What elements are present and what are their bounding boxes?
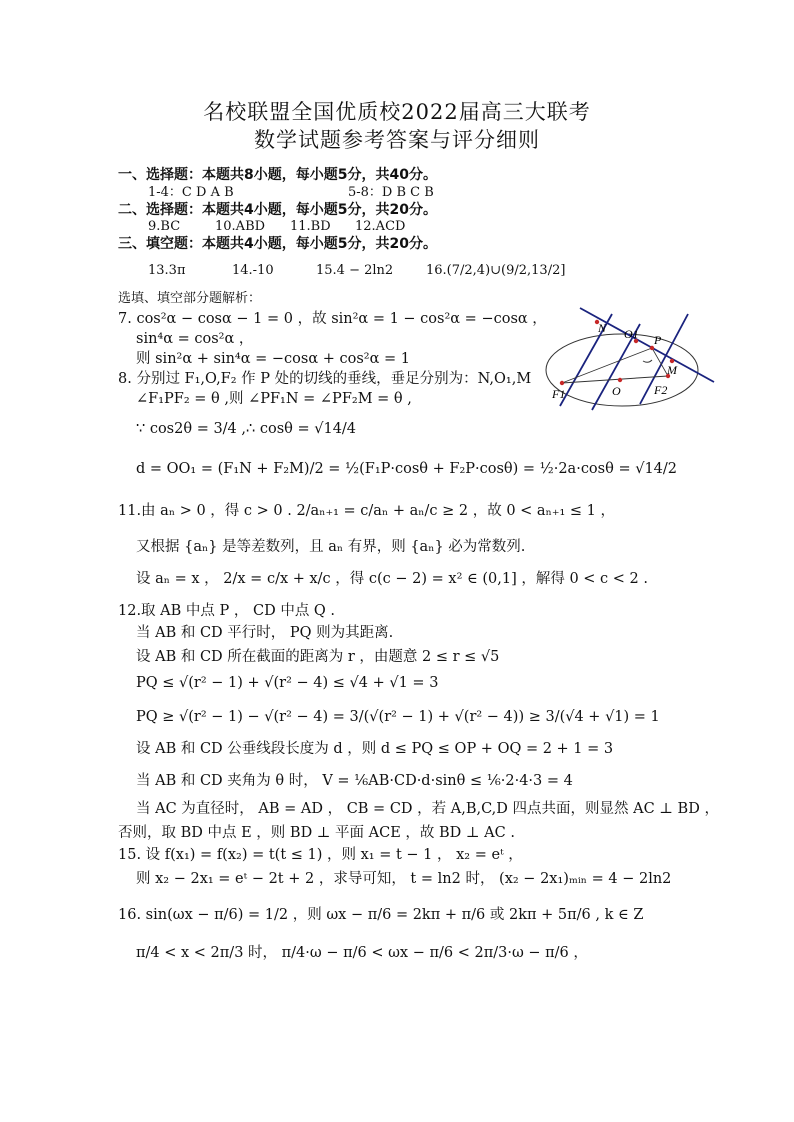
figure-label-f1: F1 <box>552 387 566 401</box>
solution-11-line3: 设 aₙ = x ， 2/x = c/x + x/c ，得 c(c − 2) = x² ∈ (0,1] ，解得 0 < c < 2 . <box>136 571 648 587</box>
solution-7-line3: 则 sin²α + sin⁴α = −cosα + cos²α = 1 <box>136 351 410 367</box>
figure-label-o: O <box>612 384 621 398</box>
solution-8-line3: ∵ cos2θ = 3/4 ,∴ cosθ = √14/4 <box>136 421 357 437</box>
figure-label-m: M <box>667 363 677 377</box>
figure-label-n: N <box>598 321 607 335</box>
solution-8-line4: d = OO₁ = (F₁N + F₂M)/2 = ½(F₁P·cosθ + F₂P·cosθ) = ½·2a·cosθ = √14/2 <box>136 461 678 477</box>
solution-12-line4: PQ ≤ √(r² − 1) + √(r² − 4) ≤ √4 + √1 = 3 <box>136 675 439 691</box>
answer-16: 16.(7/2,4)∪(9/2,13/2] <box>426 263 566 278</box>
solution-15-line2: 则 x₂ − 2x₁ = eᵗ − 2t + 2 ，求导可知， t = ln2 时， (x₂ − 2x₁)ₘᵢₙ = 4 − 2ln2 <box>136 871 672 887</box>
solution-11-line1: 11.由 aₙ > 0 ，得 c > 0 . 2/aₙ₊₁ = c/aₙ + aₙ/c ≥ 2 ，故 0 < aₙ₊₁ ≤ 1 ， <box>118 503 616 519</box>
solution-8-line1: 8. 分别过 F₁,O,F₂ 作 P 处的切线的垂线，垂足分别为：N,O₁,M <box>118 371 532 387</box>
section-3-heading: 三、填空题：本题共4小题，每小题5分，共20分。 <box>118 236 437 252</box>
answer-5-8: 5-8：D B C B <box>348 185 434 200</box>
solution-12-line1: 12.取 AB 中点 P ， CD 中点 Q . <box>118 603 336 619</box>
doc-title-line1: 名校联盟全国优质校2022届高三大联考 <box>203 100 591 124</box>
solution-12-line8: 当 AC 为直径时， AB = AD ， CB = CD ，若 A,B,C,D 四点共面，则显然 AC ⊥ BD ， <box>136 801 719 817</box>
solution-12-line3: 设 AB 和 CD 所在截面的距离为 r ，由题意 2 ≤ r ≤ √5 <box>136 649 500 665</box>
figure-point-o <box>618 378 622 382</box>
solution-12-line6: 设 AB 和 CD 公垂线段长度为 d ，则 d ≤ PQ ≤ OP + OQ = 2 + 1 = 3 <box>136 741 614 757</box>
solution-12-line7: 当 AB 和 CD 夹角为 θ 时， V = ⅙AB·CD·d·sinθ ≤ ⅙·2·4·3 = 4 <box>136 773 573 789</box>
answer-14: 14.-10 <box>232 263 274 278</box>
solution-12-line2: 当 AB 和 CD 平行时， PQ 则为其距离. <box>136 625 394 641</box>
answer-1-4: 1-4：C D A B <box>148 185 234 200</box>
solution-16-line2: π/4 < x < 2π/3 时， π/4·ω − π/6 < ωx − π/6 < 2π/3·ω − π/6 ， <box>136 945 588 961</box>
figure-label-f2: F2 <box>654 383 668 397</box>
answer-11: 11.BD <box>290 219 331 234</box>
answer-12: 12.ACD <box>355 219 406 234</box>
solution-16-line1: 16. sin(ωx − π/6) = 1/2 ，则 ωx − π/6 = 2kπ + π/6 或 2kπ + 5π/6 , k ∈ Z <box>118 907 644 923</box>
section-2-heading: 二、选择题：本题共4小题，每小题5分，共20分。 <box>118 202 437 218</box>
figure-label-o1: O1 <box>624 327 639 341</box>
solution-7-line1: 7. cos²α − cosα − 1 = 0 ，故 sin²α = 1 − cos²α = −cosα ， <box>118 311 547 327</box>
doc-title-line2: 数学试题参考答案与评分细则 <box>254 128 540 152</box>
section-1-heading: 一、选择题：本题共8小题，每小题5分，共40分。 <box>118 167 437 183</box>
solution-7-line2: sin⁴α = cos²α ， <box>136 331 254 347</box>
partial-heading: 选填、填空部分题解析： <box>118 291 262 306</box>
answer-13: 13.3π <box>148 263 186 278</box>
solution-8-line2: ∠F₁PF₂ = θ ,则 ∠PF₁N = ∠PF₂M = θ , <box>136 391 412 407</box>
solution-12-line5: PQ ≥ √(r² − 1) − √(r² − 4) = 3/(√(r² − 1) + √(r² − 4)) ≥ 3/(√4 + √1) = 1 <box>136 709 660 725</box>
figure-point-f1 <box>560 381 564 385</box>
ellipse-figure <box>540 304 720 414</box>
answer-10: 10.ABD <box>215 219 266 234</box>
figure-label-p: P <box>654 333 662 347</box>
solution-11-line2: 又根据 {aₙ} 是等差数列，且 aₙ 有界，则 {aₙ} 必为常数列. <box>136 539 526 555</box>
solution-15-line1: 15. 设 f(x₁) = f(x₂) = t(t ≤ 1) ，则 x₁ = t − 1 ， x₂ = eᵗ ， <box>118 847 523 863</box>
solution-12-line9: 否则，取 BD 中点 E ，则 BD ⊥ 平面 ACE ，故 BD ⊥ AC . <box>118 825 515 841</box>
answer-9: 9.BC <box>148 219 181 234</box>
answer-15: 15.4 − 2ln2 <box>316 263 394 278</box>
